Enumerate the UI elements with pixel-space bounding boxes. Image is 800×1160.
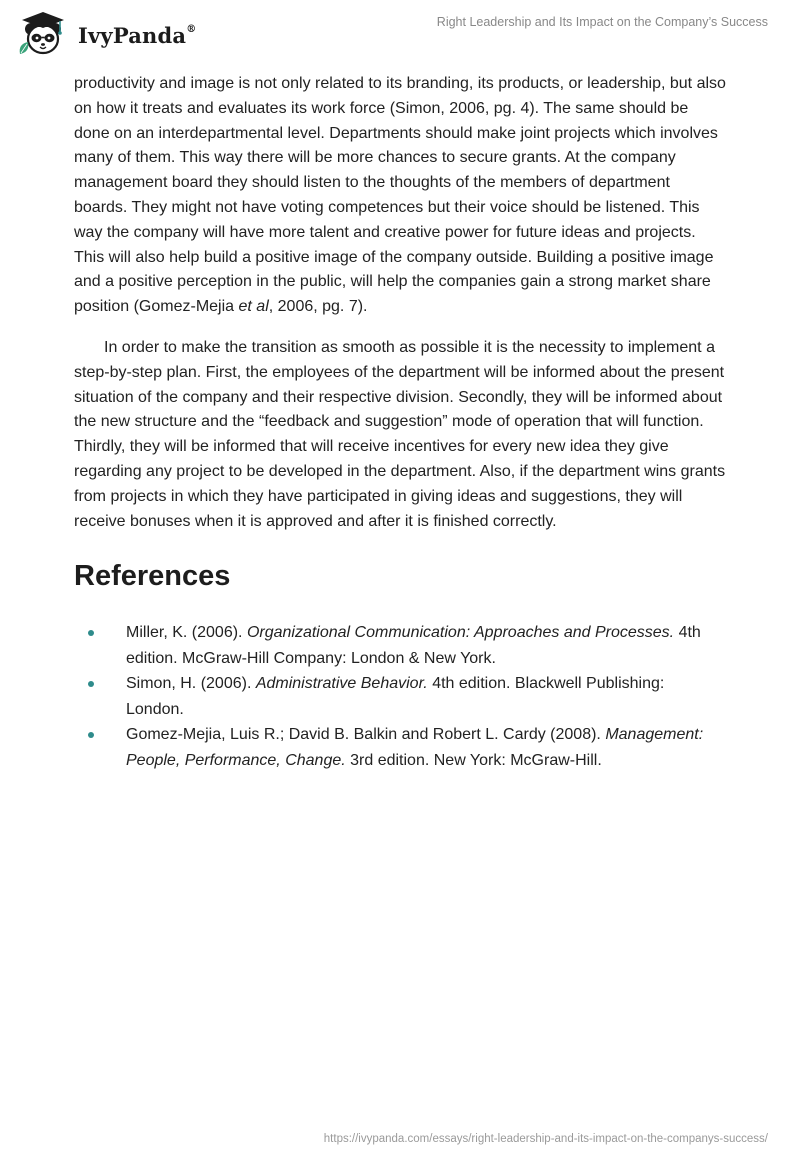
references-heading: References — [74, 560, 231, 593]
reference-item: Gomez-Mejia, Luis R.; David B. Balkin and Robert L. Cardy (2008). Management: People, Performance, Change. 3rd edition. New York: McGraw-Hill. — [74, 722, 726, 773]
registered-mark: ® — [186, 23, 197, 35]
panda-graduation-icon — [14, 8, 76, 60]
source-url-link[interactable]: https://ivypanda.com/essays/right-leadership-and-its-impact-on-the-companys-success/ — [323, 1133, 768, 1145]
bullet-dot-icon — [88, 681, 94, 687]
logo-wordmark: IvyPanda® — [78, 22, 197, 48]
reference-item: Miller, K. (2006). Organizational Communication: Approaches and Processes. 4th edition. McGraw-Hill Company: London & New York. — [74, 620, 726, 671]
reference-item: Simon, H. (2006). Administrative Behavior. 4th edition. Blackwell Publishing: London. — [74, 671, 726, 722]
document-title: Right Leadership and Its Impact on the Company’s Success — [436, 15, 768, 29]
emphasis-et-al: et al — [238, 298, 269, 316]
bullet-dot-icon — [88, 732, 94, 738]
reference-title: Organizational Communication: Approaches and Processes. — [246, 624, 675, 642]
reference-title: Administrative Behavior. — [255, 675, 428, 693]
ivypanda-logo[interactable] — [14, 8, 196, 60]
reference-title: Management: People, Performance, Change. — [126, 726, 704, 769]
page-header — [0, 0, 800, 70]
body-paragraph: productivity and image is not only related to its branding, its products, or leadership, but also on how it treats and evaluates its work force (Simon, 2006, pg. 4). The same should be done on an interdepartmental level. Departments should make joint projects which involves many of them. This way there will be more chances to secure grants. At the company management board they should listen to the thoughts of the members of department boards. They might not have voting competences but their voice should be listened. This way the company will have more talent and creative power for future ideas and projects. This will also help build a positive image of the company outside. Building a positive image and a positive perception in the public, will help the companies gain a strong market share position (Gomez-Mejia et al, 2006, pg. 7). — [74, 75, 726, 316]
document-body — [74, 72, 726, 773]
references-list — [74, 620, 726, 773]
body-paragraph: In order to make the transition as smooth as possible it is the necessity to implement a step-by-step plan. First, the employees of the department will be informed about the present situation of the company and their respective division. Secondly, they will be informed about the new structure and the “feedback and suggestion” mode of operation that will function. Thirdly, they will be informed that will receive incentives for every new idea they give regarding any project to be developed in the department. Also, if the department wins grants from projects in which they have participated in giving ideas and suggestions, they will receive bonuses when it is approved and after it is finished correctly. — [74, 338, 726, 530]
bullet-dot-icon — [88, 630, 94, 636]
